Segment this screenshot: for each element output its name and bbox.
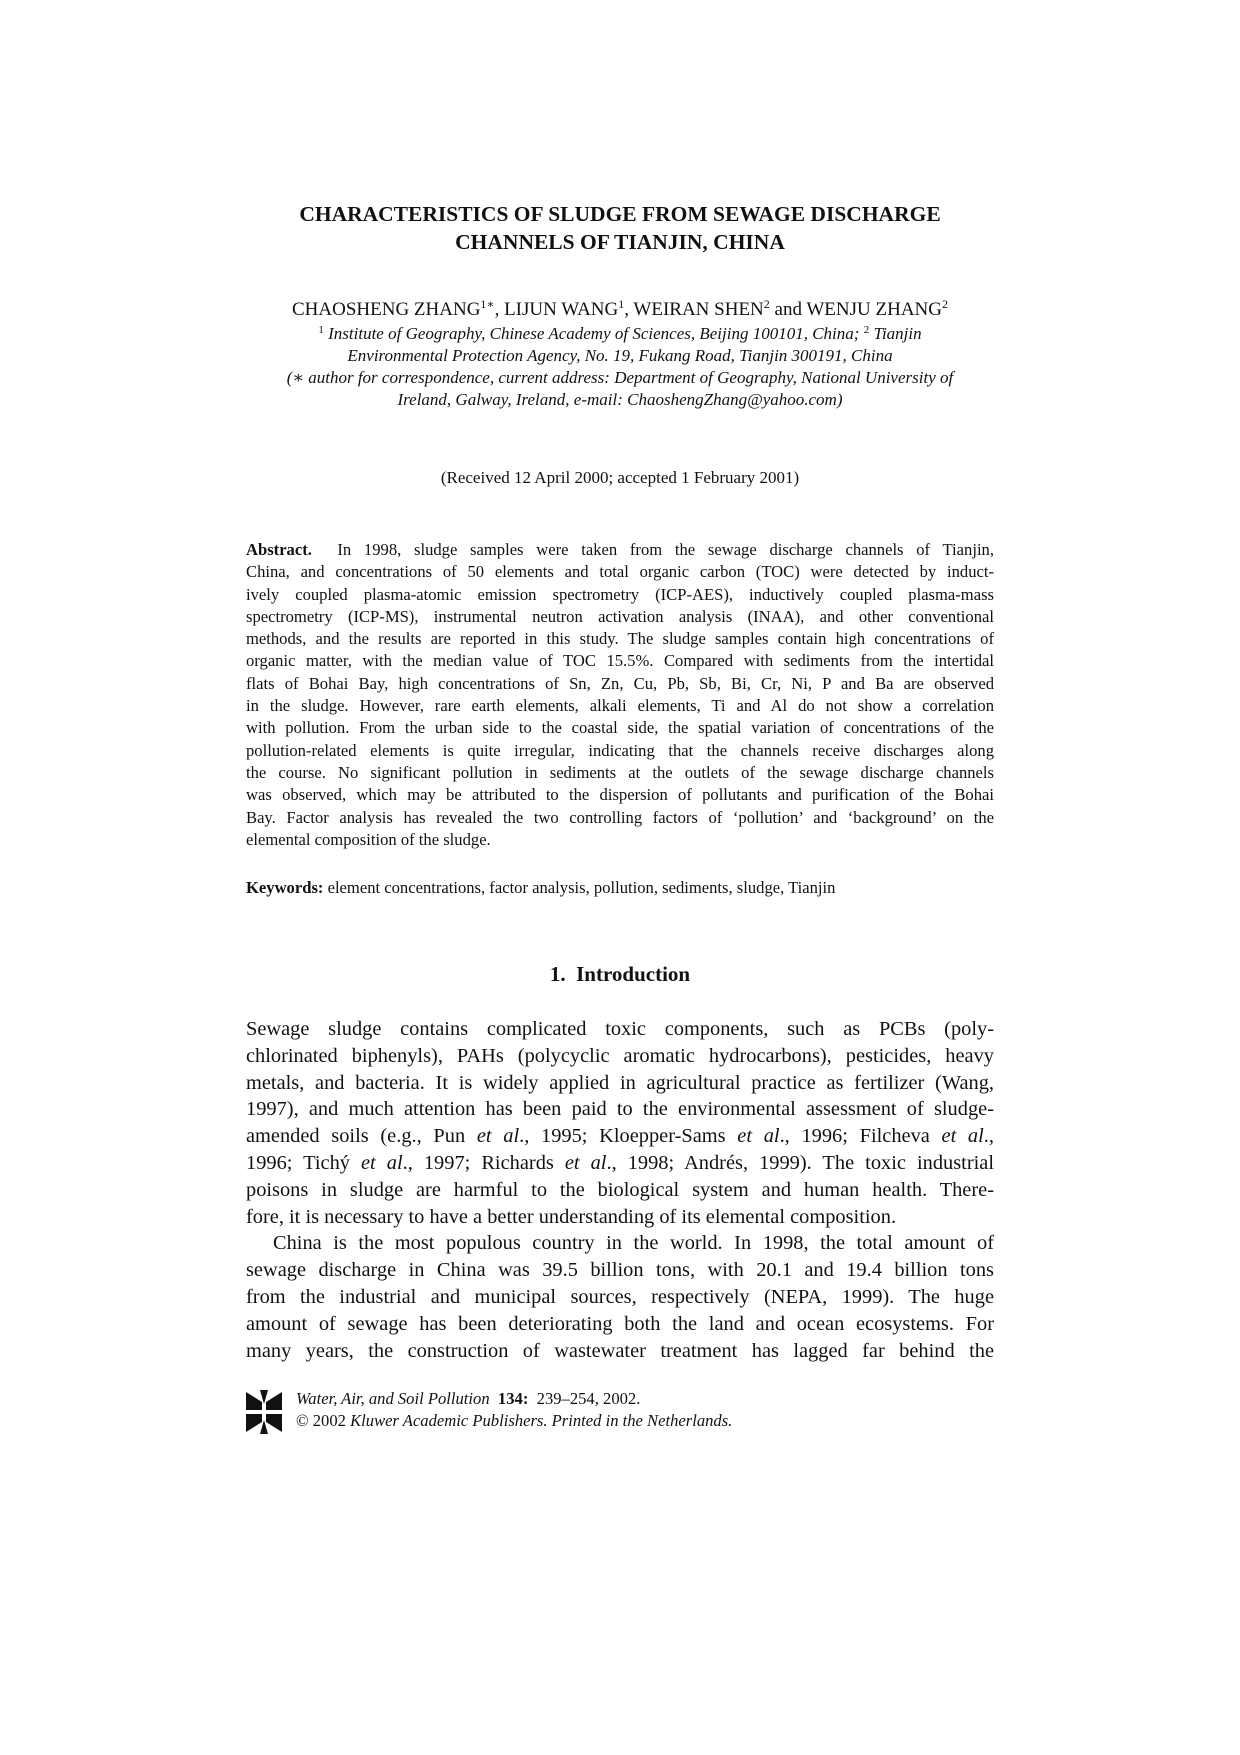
abstract-line-text: pollution-related elements is quite irregular, indicating that the channels receive discharges along (246, 740, 994, 760)
author-1: CHAOSHENG ZHANG (292, 299, 481, 320)
paragraph-1-line (246, 1150, 994, 1177)
paragraph-2-line (246, 1338, 994, 1365)
affiliation-line-2: Environmental Protection Agency, No. 19, Fukang Road, Tianjin 300191, China (347, 346, 893, 365)
paragraph-2-line (246, 1311, 994, 1338)
citation-etal: et al (941, 1125, 984, 1148)
abstract (246, 539, 994, 851)
copyright-line (296, 1410, 732, 1432)
paper-title (246, 200, 994, 256)
received-dates: (Received 12 April 2000; accepted 1 February 2001) (440, 468, 800, 487)
citation-etal: et al (361, 1151, 403, 1174)
abstract-line (246, 673, 994, 695)
paragraph-1-line (246, 1123, 994, 1150)
affiliation-line-1 (246, 323, 994, 345)
paragraph-1-line (246, 1204, 994, 1231)
abstract-line (246, 784, 994, 806)
author-4: WENJU ZHANG (806, 299, 942, 320)
citation-etal: et al (476, 1125, 520, 1148)
line-text: ., 1997; Richards (402, 1151, 565, 1174)
correspondence-line-2: Ireland, Galway, Ireland, e-mail: ChaoshengZhang@yahoo.com) (397, 390, 843, 409)
section-title: Introduction (576, 962, 691, 986)
abstract-line (246, 695, 994, 717)
line-text: many years, the construction of wastewater treatment has lagged far behind the (246, 1339, 994, 1362)
journal-pages: 239–254, 2002. (536, 1389, 641, 1408)
abstract-line (246, 606, 994, 628)
line-text: China is the most populous country in the world. In 1998, the total amount of (273, 1232, 994, 1255)
correspondence-line-1: (∗ author for correspondence, current address: Department of Geography, National University of (286, 368, 954, 387)
copyright-year: © 2002 (296, 1411, 351, 1430)
abstract-line-text: In 1998, sludge samples were taken from the sewage discharge channels of Tianjin, (337, 540, 994, 559)
author-separator: , (494, 299, 505, 320)
line-text: 1996; Tichý (246, 1151, 361, 1174)
abstract-line-text: with pollution. From the urban side to the coastal side, the spatial variation of concentrations of the (246, 718, 994, 738)
footer-text (296, 1388, 732, 1432)
keywords (246, 877, 994, 899)
line-text: ., (983, 1125, 994, 1148)
abstract-line (246, 762, 994, 784)
abstract-line-text: China, and concentrations of 50 elements and total organic carbon (TOC) were detected by induct- (246, 562, 994, 582)
citation-etal: et al (737, 1125, 780, 1148)
abstract-line-text: elemental composition of the sludge. (246, 829, 491, 849)
line-text: chlorinated biphenyls), PAHs (polycyclic aromatic hydrocarbons), pesticides, heavy (246, 1044, 994, 1067)
author-separator: and (769, 299, 807, 320)
affiliation-text-1b: Tianjin (869, 324, 922, 343)
line-text: ., 1995; Kloepper-Sams (519, 1125, 738, 1148)
title-line-2: CHANNELS OF TIANJIN, CHINA (455, 230, 785, 254)
paragraph-2-line (246, 1284, 994, 1311)
abstract-line-text: organic matter, with the median value of TOC 15.5%. Compared with sediments from the intertidal (246, 651, 994, 671)
journal-volume: 134: (497, 1389, 529, 1408)
line-text: from the industrial and municipal sources, respectively (NEPA, 1999). The huge (246, 1285, 994, 1308)
author-3-affil: 2 (763, 297, 770, 311)
section-heading (246, 960, 994, 988)
paragraph-2-line (246, 1257, 994, 1284)
affiliations (246, 323, 994, 411)
line-text: poisons in sludge are harmful to the biological system and human health. There- (246, 1178, 994, 1201)
abstract-line (246, 584, 994, 606)
abstract-line (246, 628, 994, 650)
line-text: amount of sewage has been deteriorating both the land and ocean ecosystems. For (246, 1312, 994, 1335)
paragraph-2-line (246, 1230, 994, 1257)
paragraph-1-line (246, 1096, 994, 1123)
publisher-name: Kluwer Academic Publishers. Printed in the Netherlands. (350, 1411, 733, 1430)
abstract-label: Abstract. (246, 540, 312, 559)
abstract-line-text: the course. No significant pollution in sediments at the outlets of the sewage discharge channels (246, 762, 994, 782)
abstract-line-text: was observed, which may be attributed to the dispersion of pollutants and purification of the Bohai (246, 785, 994, 805)
publisher-logo-icon (246, 1390, 282, 1434)
author-3: WEIRAN SHEN (633, 299, 764, 320)
abstract-line-text: flats of Bohai Bay, high concentrations of Sn, Zn, Cu, Pb, Sb, Bi, Cr, Ni, P and Ba are observed (246, 673, 994, 693)
title-line-1: CHARACTERISTICS OF SLUDGE FROM SEWAGE DISCHARGE (299, 202, 941, 226)
abstract-line (246, 717, 994, 739)
paragraph-1-line (246, 1070, 994, 1097)
author-2-affil: 1 (618, 297, 625, 311)
affil-marker-1: 1 (318, 324, 324, 336)
keywords-label: Keywords: (246, 878, 324, 897)
abstract-line-text: Bay. Factor analysis has revealed the two controlling factors of ‘pollution’ and ‘background’ on the (246, 807, 994, 827)
line-text: 1997), and much attention has been paid to the environmental assessment of sludge- (246, 1098, 994, 1121)
affiliation-text-1: Institute of Geography, Chinese Academy of Sciences, Beijing 100101, China; (323, 324, 864, 343)
abstract-line-text: in the sludge. However, rare earth elements, alkali elements, Ti and Al do not show a correlation (246, 696, 994, 716)
line-text: Sewage sludge contains complicated toxic components, such as PCBs (poly- (246, 1018, 994, 1040)
section-number: 1. (549, 962, 566, 986)
line-text: ., 1996; Filcheva (779, 1125, 942, 1148)
author-2: LIJUN WANG (504, 299, 619, 320)
abstract-line (246, 807, 994, 829)
abstract-line (246, 650, 994, 672)
affil-marker-2: 2 (863, 324, 870, 336)
journal-name: Water, Air, and Soil Pollution (296, 1389, 490, 1408)
abstract-line (246, 561, 994, 583)
abstract-line (246, 829, 994, 851)
line-text: metals, and bacteria. It is widely applied in agricultural practice as fertilizer (Wang, (246, 1071, 994, 1094)
line-text: fore, it is necessary to have a better understanding of its elemental composition. (246, 1205, 897, 1228)
keywords-text: element concentrations, factor analysis, pollution, sediments, sludge, Tianjin (323, 878, 836, 897)
abstract-line-text: methods, and the results are reported in this study. The sludge samples contain high concentrations of (246, 629, 994, 649)
abstract-line (246, 539, 994, 561)
line-text: sewage discharge in China was 39.5 billion tons, with 20.1 and 19.4 billion tons (246, 1259, 994, 1282)
author-4-affil: 2 (942, 297, 948, 311)
abstract-line-text: spectrometry (ICP-MS), instrumental neutron activation analysis (INAA), and other conventional (246, 606, 994, 626)
citation-etal: et al (564, 1151, 607, 1174)
abstract-line (246, 740, 994, 762)
line-text: ., 1998; Andrés, 1999). The toxic industrial (606, 1151, 994, 1174)
abstract-line-text: ively coupled plasma-atomic emission spectrometry (ICP-AES), inductively coupled plasma-mass (246, 584, 994, 604)
paragraph-1-line (246, 1016, 994, 1043)
introduction-body (246, 1016, 994, 1364)
author-1-affil: 1∗ (480, 297, 495, 311)
paragraph-1-line (246, 1043, 994, 1070)
citation-line (296, 1388, 732, 1410)
author-separator: , (624, 299, 634, 320)
journal-footer (246, 1388, 994, 1438)
paragraph-1-line (246, 1177, 994, 1204)
line-text: amended soils (e.g., Pun (246, 1125, 477, 1148)
author-list (246, 298, 994, 322)
